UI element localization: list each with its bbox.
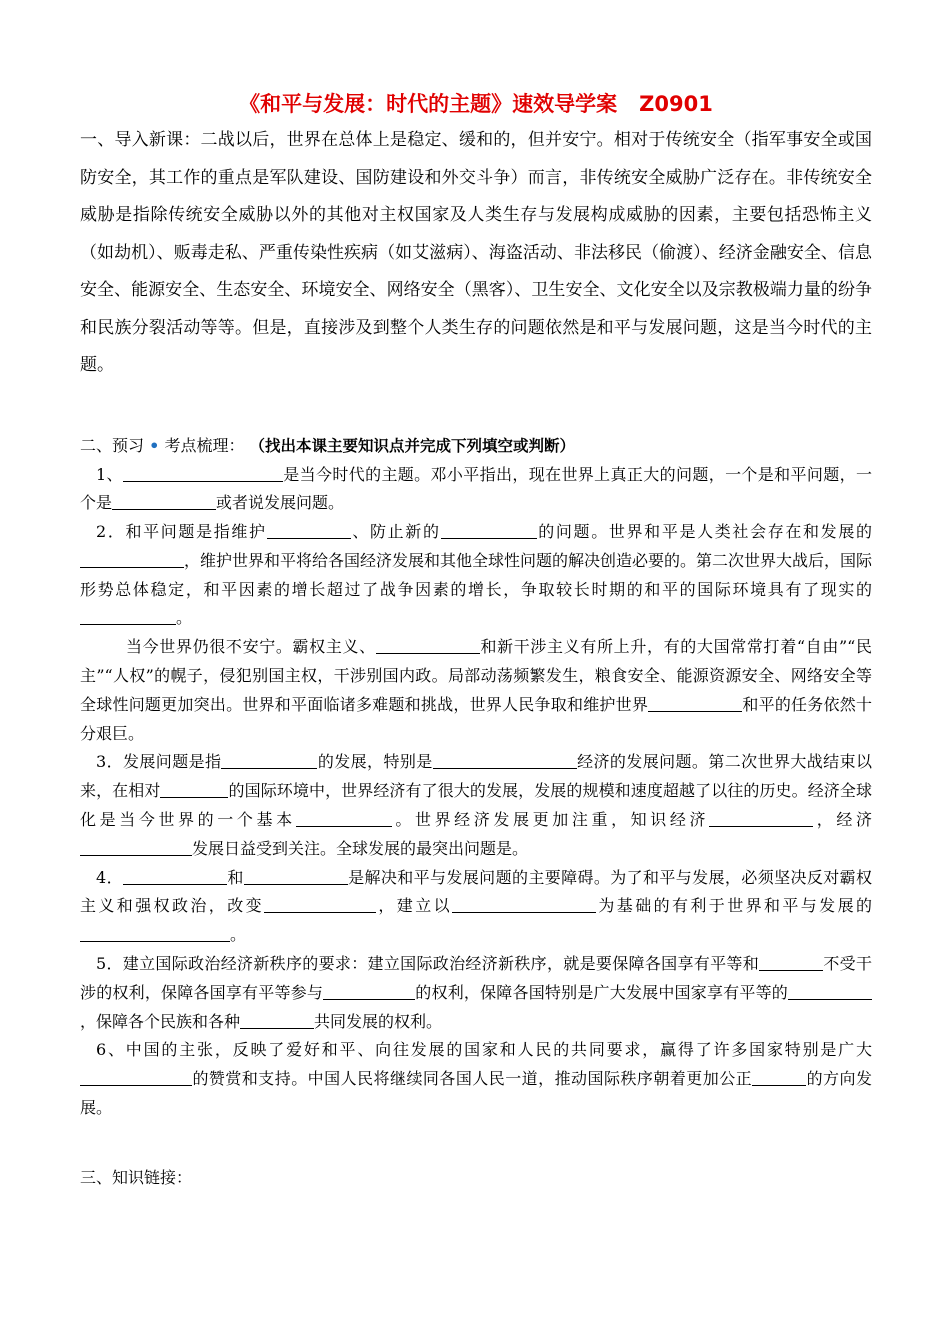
question-4: 4． 和 是解决和平与发展问题的主要障碍。为了和平与发展，必须坚决反对霸权主义和强权政治，改变 ，建立以 为基础的有利于世界和平与发展的。 [80,867,872,945]
blank-4d[interactable] [452,896,596,913]
blank-3a[interactable] [221,752,317,769]
blank-4e[interactable] [80,925,230,942]
blank-1b[interactable] [112,493,216,510]
question-1: 1、 是当今时代的主题。邓小平指出，现在世界上真正大的问题，一个是和平问题，一个是 或者说发展问题。 [80,464,872,513]
blank-1a[interactable] [123,465,283,482]
question-2: 2．和平问题是指维护 、防止新的 的问题。世界和平是人类社会存在和发展的，维护世界和平将给各国经济发展和其他全球性问题的解决创造必要的。第二次世界大战后，国际形势总体稳定，和平因素的增长超过了战争因素的增长，争取较长时期的和平的国际环境具有了现实的。 [80,522,873,628]
bullet-dot: • [149,435,160,455]
question-6: 6、中国的主张，反映了爱好和平、向往发展的国家和人民的共同要求，赢得了许多国家特别是广大的赞赏和支持。中国人民将继续同各国人民一道，推动国际秩序朝着更加公正 的方向发展。 [80,1040,872,1118]
section3-heading: 三、知识链接： [80,1167,193,1187]
blank-5a[interactable] [759,954,823,971]
title-code: Z0901 [639,92,713,116]
blank-3e[interactable] [709,810,813,827]
question-2-paragraph-2: 当今世界仍很不安宁。霸权主义、 和新干涉主义有所上升，有的大国常常打着“自由”“民主”“人权”的幌子，侵犯别国主权，干涉别国内政。局部动荡频繁发生，粮食安全、能源资源安全、网络安全等全球性问题更加突出。世界和平面临诸多难题和挑战，世界人民争取和维护世界 和平的任务依然十分艰巨。 [80,637,872,743]
blank-4b[interactable] [244,868,348,885]
section2-heading: 二、预习 • 考点梳理： （找出本课主要知识点并完成下列填空或判断） [80,435,576,455]
blank-6b[interactable] [752,1069,806,1086]
blank-6a[interactable] [80,1069,192,1086]
intro-paragraph: 一、导入新课：二战以后，世界在总体上是稳定、缓和的，但并安宁。相对于传统安全（指军事安全或国防安全，其工作的重点是军队建设、国防建设和外交斗争）而言，非传统安全威胁广泛存在。非传统安全威胁是指除传统安全威胁以外的其他对主权国家及人类生存与发展构成威胁的因素，主要包括恐怖主义（如劫机）、贩毒走私、严重传染性疾病（如艾滋病）、海盗活动、非法移民（偷渡）、经济金融安全、信息安全、能源安全、生态安全、环境安全、网络安全（黑客）、卫生安全、文化安全以及宗教极端力量的纷争和民族分裂活动等等。但是，直接涉及到整个人类生存的问题依然是和平与发展问题，这是当今时代的主题。 [80,130,872,375]
blank-2a[interactable] [267,522,351,539]
blank-3c[interactable] [160,781,228,798]
blank-2f[interactable] [648,695,742,712]
blank-3b[interactable] [433,752,577,769]
blank-4a[interactable] [123,868,227,885]
section2-instruction: （找出本课主要知识点并完成下列填空或判断） [249,436,576,455]
document-page [80,88,872,1192]
title-main: 《和平与发展：时代的主题》速效导学案 [239,92,618,116]
question-3: 3．发展问题是指 的发展，特别是 经济的发展问题。第二次世界大战结束以来，在相对 的国际环境中，世界经济有了很大的发展，发展的规模和速度超越了以往的历史。经济全球化是当今世界的一个基本 。世界经济发展更加注重，知识经济 ，经济发展日益受到关注。全球发展的最突出问题是。 [80,752,872,858]
blank-5c[interactable] [788,983,872,1000]
blank-5d[interactable] [240,1012,314,1029]
document-title [80,88,872,118]
blank-2e[interactable] [376,637,480,654]
blank-3d[interactable] [296,810,392,827]
blank-2d[interactable] [80,608,176,625]
blank-2b[interactable] [441,522,537,539]
blank-4c[interactable] [264,896,376,913]
blank-5b[interactable] [323,983,415,1000]
blank-3f[interactable] [80,839,192,856]
question-5: 5．建立国际政治经济新秩序的要求：建立国际政治经济新秩序，就是要保障各国享有平等和 不受干涉的权利，保障各国享有平等参与 的权利，保障各国特别是广大发展中国家享有平等的，保障各个民族和各种 共同发展的权利。 [80,954,872,1031]
blank-2c[interactable] [80,551,184,568]
